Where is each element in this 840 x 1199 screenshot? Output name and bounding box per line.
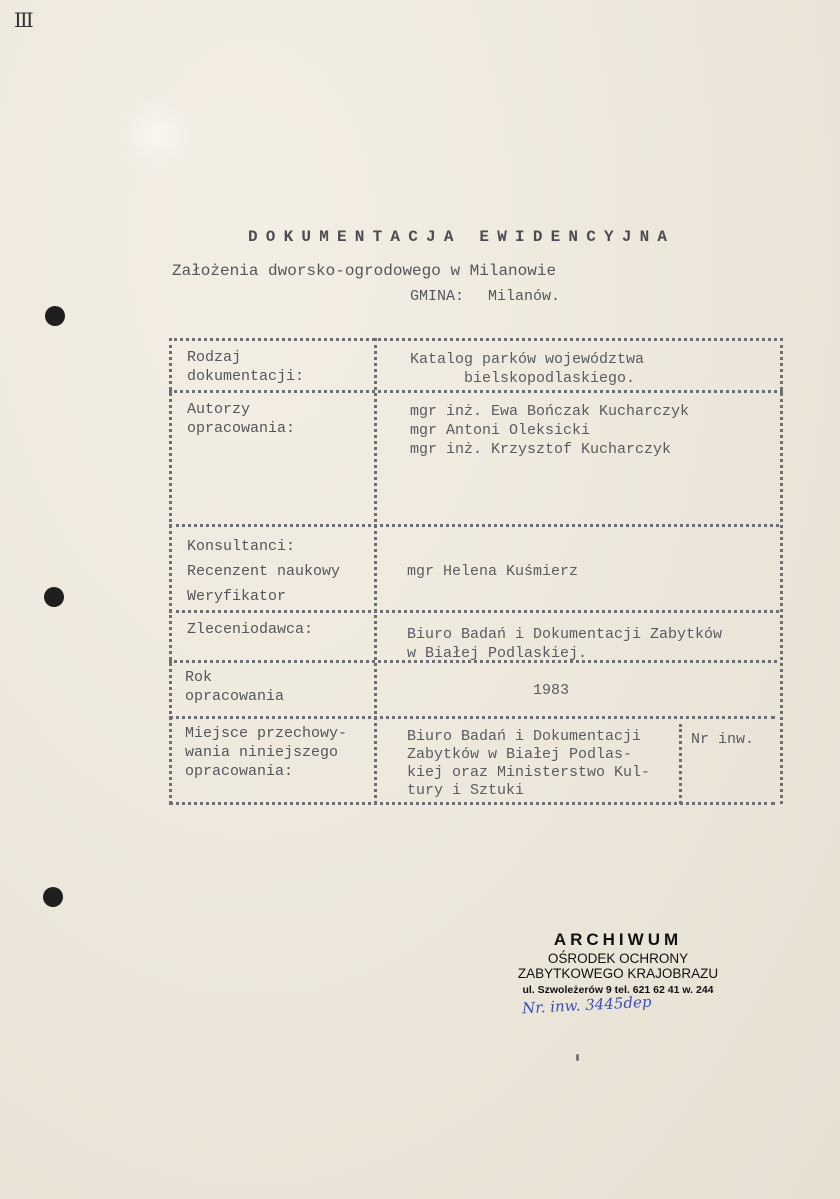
gmina-label: GMINA: [410,288,465,305]
stamp-address: ul. Szwoleżerów 9 tel. 621 62 41 w. 244 [522,984,714,996]
row-value-autorzy: mgr inż. Ewa Bończak Kucharczyk mgr Antoni Oleksicki mgr inż. Krzysztof Kucharczyk [410,403,690,458]
punch-hole [45,306,65,326]
row-label-konsultanci: Konsultanci: Recenzent naukowy Weryfikator [187,538,341,605]
gmina-line [410,288,560,305]
record-table [169,338,783,808]
document-subtitle: Założenia dworsko-ogrodowego w Milanowie [172,262,557,280]
row-value-konsultanci: mgr Helena Kuśmierz [407,563,579,580]
row-label-rok: Rok opracowania [185,669,285,705]
row-label-autorzy: Autorzy opracowania: [187,401,296,437]
row-value-rok: 1983 [533,682,570,699]
row-label-rodzaj: Rodzaj dokumentacji: [187,349,305,385]
paper-mark [576,1054,579,1061]
stamp-line: OŚRODEK OCHRONY [547,951,689,966]
row-value-rodzaj: Katalog parków województwa bielskopodlaskiego. [410,351,645,387]
row-label-zleceniodawca: Zleceniodawca: [187,621,314,638]
handwritten-inventory-note: Nr. inw. 3445dep [521,992,652,1018]
punch-hole [43,887,63,907]
row-label-miejsce: Miejsce przechowy- wania niniejszego opracowania: [185,725,348,780]
corner-mark: III [14,8,32,32]
stamp-line: ZABYTKOWEGO KRAJOBRAZU [517,966,719,981]
inventory-number-label: Nr inw. [691,731,755,748]
archive-stamp [508,930,728,996]
punch-hole [44,587,64,607]
stamp-title: ARCHIWUM [553,930,683,949]
paper-stain [118,95,198,175]
row-value-zleceniodawca: Biuro Badań i Dokumentacji Zabytków w Białej Podlaskiej. [407,626,723,662]
gmina-value: Milanów. [488,288,561,305]
row-value-miejsce: Biuro Badań i Dokumentacji Zabytków w Białej Podlas- kiej oraz Ministerstwo Kul- tury i Sztuki [407,728,651,799]
document-title: DOKUMENTACJA EWIDENCYJNA [248,228,676,246]
